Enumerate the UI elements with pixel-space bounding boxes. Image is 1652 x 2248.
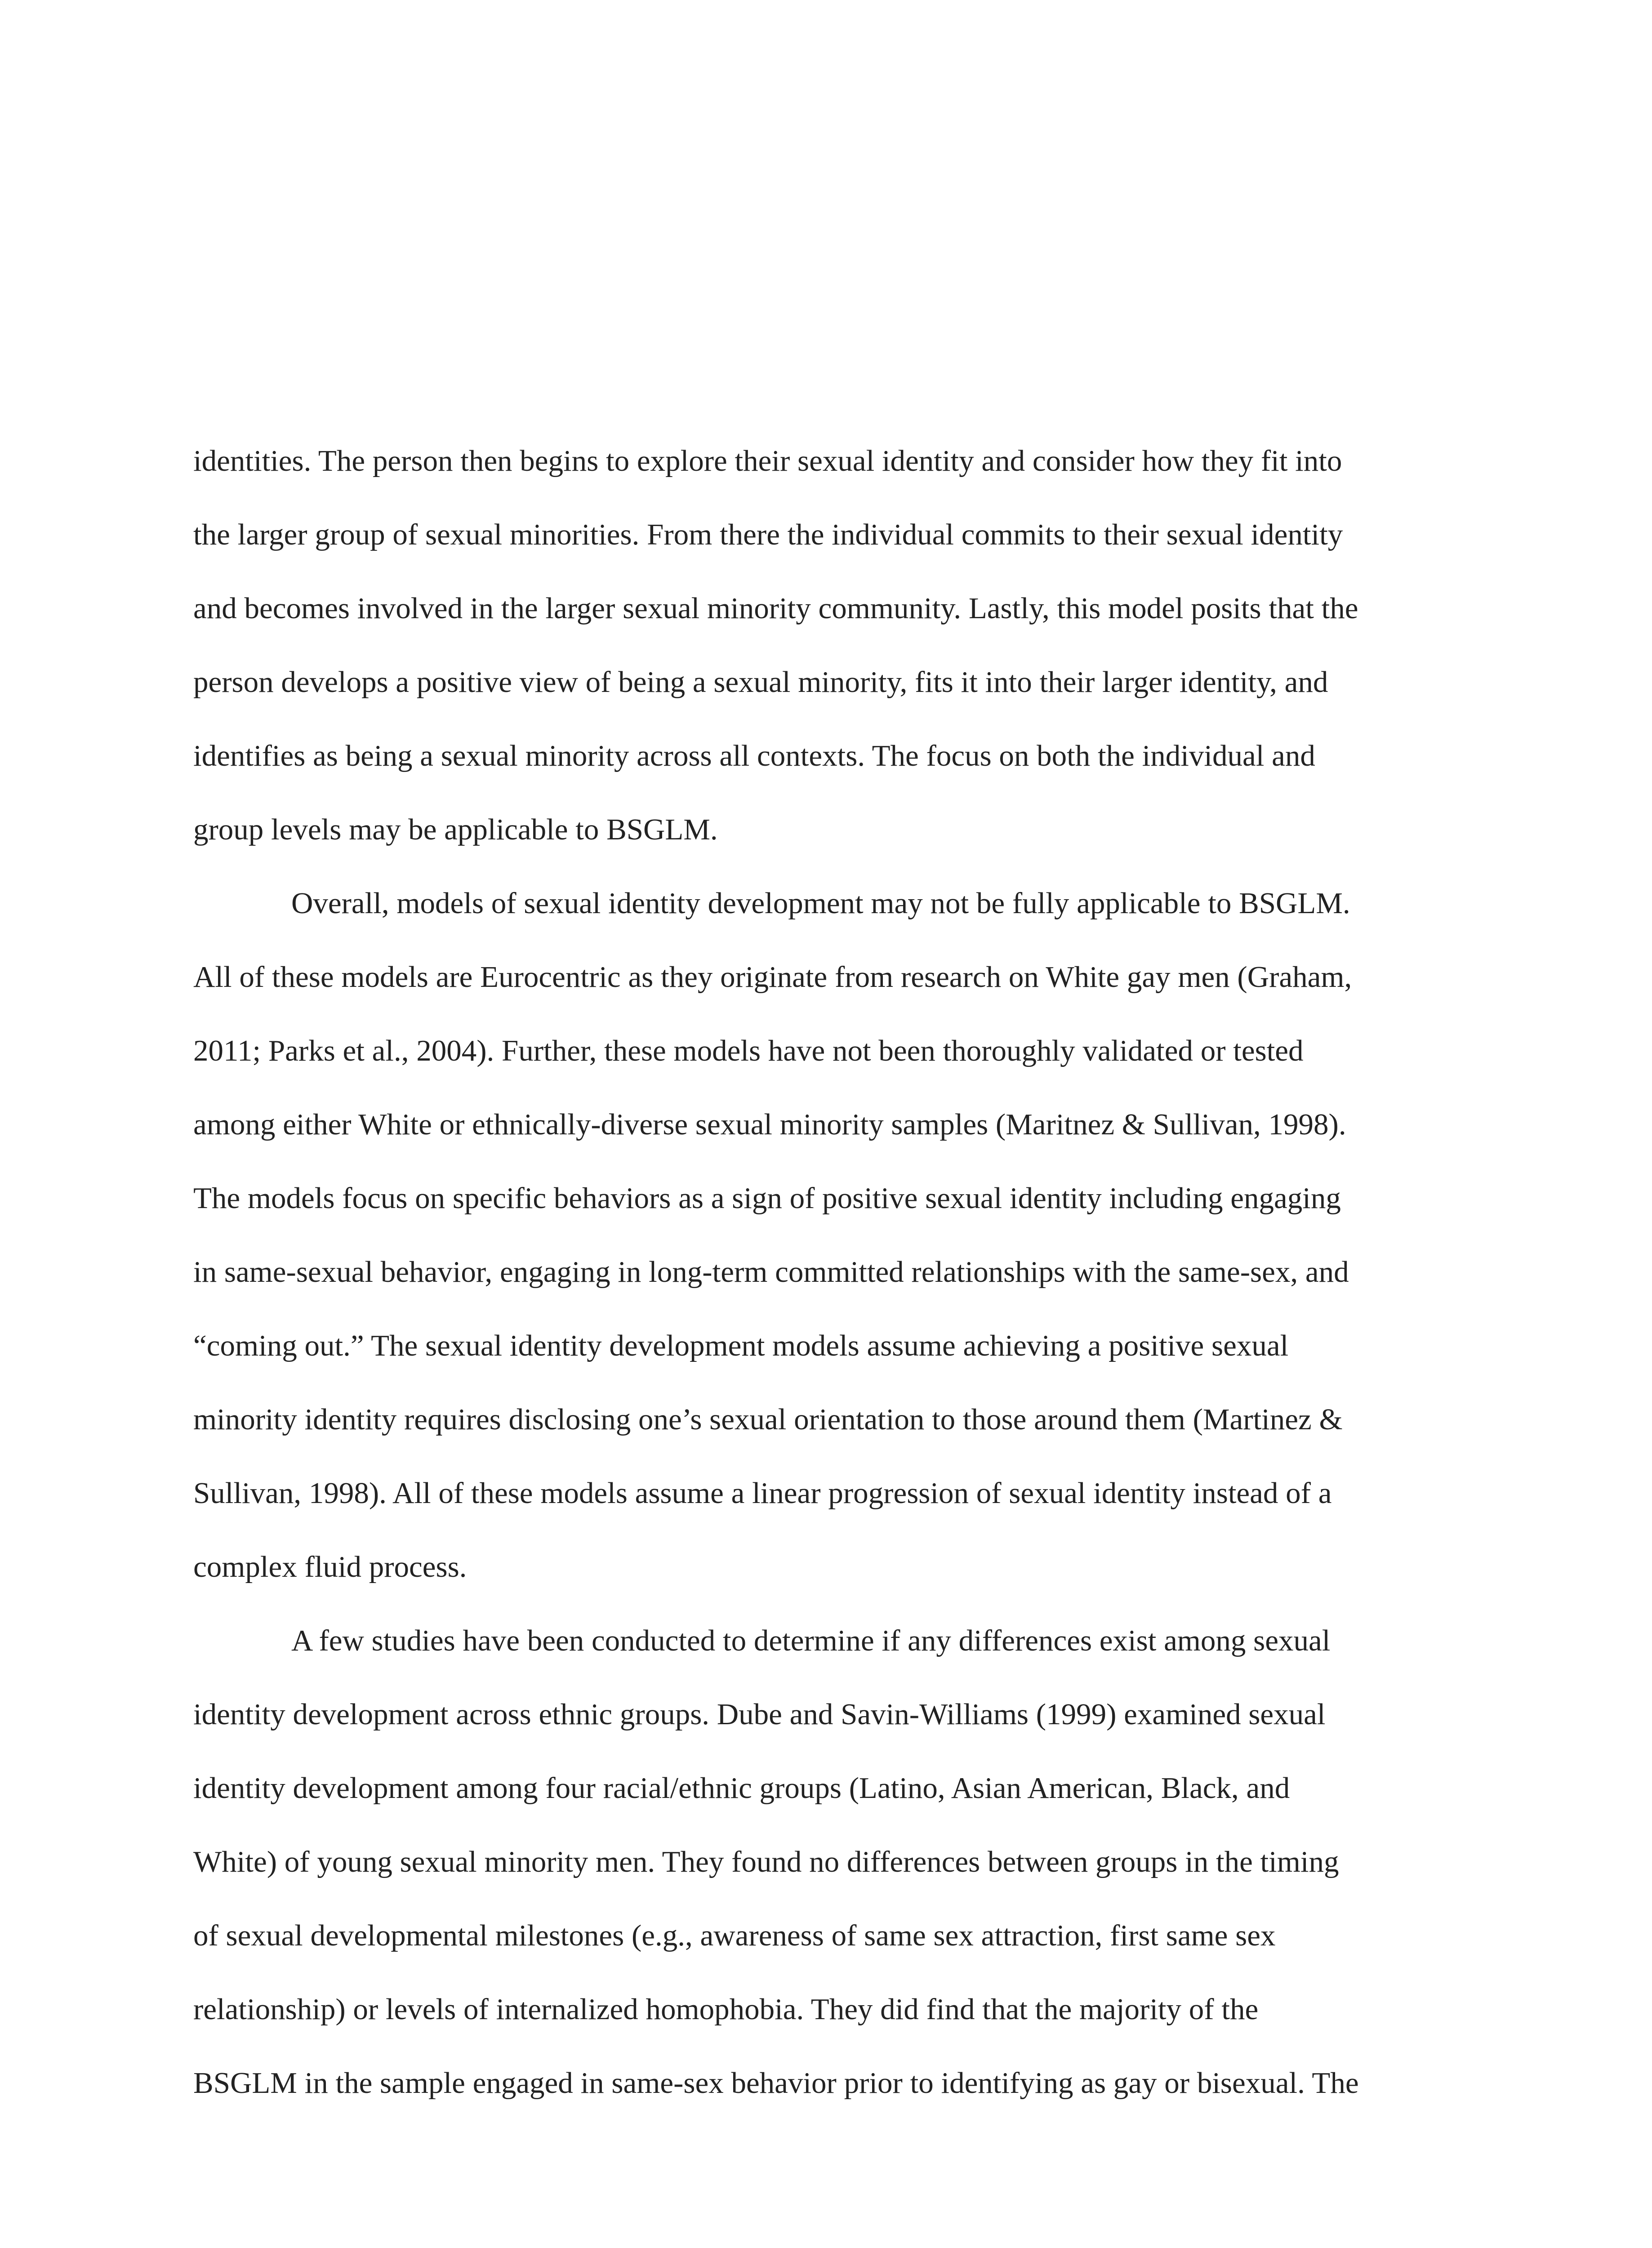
text-line: Sullivan, 1998). All of these models assume a linear progression of sexual identity instead of a [193, 1476, 1332, 1510]
text-line: BSGLM in the sample engaged in same-sex behavior prior to identifying as gay or bisexual. The [193, 2066, 1359, 2100]
text-line: the larger group of sexual minorities. From there the individual commits to their sexual identity [193, 518, 1343, 551]
text-line: relationship) or levels of internalized homophobia. They did find that the majority of the [193, 1993, 1259, 2026]
text-line: White) of young sexual minority men. They found no differences between groups in the timing [193, 1845, 1339, 1878]
text-line: “coming out.” The sexual identity development models assume achieving a positive sexual [193, 1329, 1289, 1362]
text-line: identity development among four racial/ethnic groups (Latino, Asian American, Black, and [193, 1771, 1290, 1805]
text-line: identity development across ethnic groups. Dube and Savin-Williams (1999) examined sexual [193, 1698, 1326, 1731]
text-line: of sexual developmental milestones (e.g., awareness of same sex attraction, first same sex [193, 1919, 1276, 1952]
text-line: complex fluid process. [193, 1550, 467, 1583]
text-line: identities. The person then begins to explore their sexual identity and consider how they fit into [193, 444, 1342, 477]
text-line: Overall, models of sexual identity development may not be fully applicable to BSGLM. [291, 887, 1350, 920]
text-line: All of these models are Eurocentric as they originate from research on White gay men (Graham, [193, 960, 1352, 994]
text-line: The models focus on specific behaviors as a sign of positive sexual identity including engaging [193, 1182, 1341, 1215]
text-line: person develops a positive view of being a sexual minority, fits it into their larger identity, and [193, 665, 1328, 699]
text-line: in same-sexual behavior, engaging in long-term committed relationships with the same-sex, and [193, 1255, 1349, 1289]
text-line: 2011; Parks et al., 2004). Further, these models have not been thoroughly validated or tested [193, 1034, 1304, 1067]
text-line: minority identity requires disclosing one’s sexual orientation to those around them (Martinez & [193, 1403, 1343, 1436]
text-line: group levels may be applicable to BSGLM. [193, 813, 718, 846]
text-line: and becomes involved in the larger sexual minority community. Lastly, this model posits that the [193, 592, 1358, 625]
text-line: A few studies have been conducted to determine if any differences exist among sexual [291, 1624, 1331, 1657]
text-line: among either White or ethnically-diverse sexual minority samples (Maritnez & Sullivan, 1998). [193, 1108, 1346, 1141]
body-text [193, 438, 1459, 2134]
text-line: identifies as being a sexual minority across all contexts. The focus on both the individual and [193, 739, 1315, 772]
